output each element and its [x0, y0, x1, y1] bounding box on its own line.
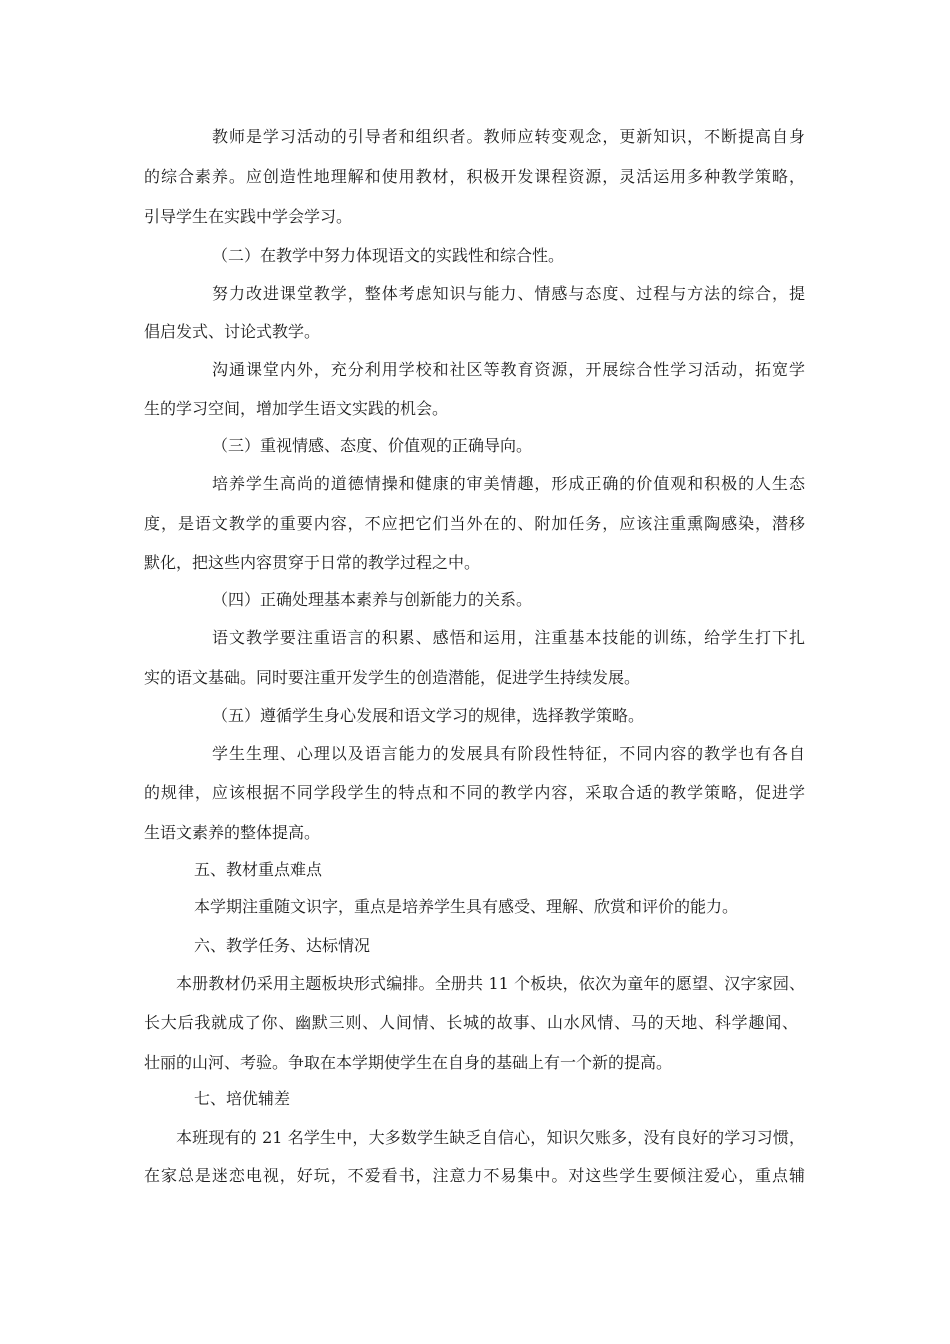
text-line: 引导学生在实践中学会学习。	[144, 207, 353, 226]
text-line: 在家总是迷恋电视，好玩，不爱看书，注意力不易集中。对这些学生要倾注爱心，重点辅	[144, 1166, 805, 1185]
section-heading: （二）在教学中努力体现语文的实践性和综合性。	[212, 246, 565, 265]
text-line: 实的语文基础。同时要注重开发学生的创造潜能，促进学生持续发展。	[144, 668, 641, 687]
text-line: 的规律，应该根据不同学段学生的特点和不同的教学内容，采取合适的教学策略，促进学	[144, 783, 805, 802]
text-line: 默化，把这些内容贯穿于日常的教学过程之中。	[144, 553, 481, 572]
text-line: 教师是学习活动的引导者和组织者。教师应转变观念，更新知识，不断提高自身	[212, 127, 805, 146]
section-heading: （三）重视情感、态度、价值观的正确导向。	[212, 436, 533, 455]
text-line: 本学期注重随文识字，重点是培养学生具有感受、理解、欣赏和评价的能力。	[194, 897, 739, 916]
text-line: 度，是语文教学的重要内容，不应把它们当外在的、附加任务，应该注重熏陶感染，潜移	[144, 514, 805, 533]
text-line: 本班现有的 21 名学生中，大多数学生缺乏自信心，知识欠账多，没有良好的学习习惯，	[176, 1128, 805, 1147]
text-line: 沟通课堂内外，充分利用学校和社区等教育资源，开展综合性学习活动，拓宽学	[212, 360, 805, 379]
section-heading: （五）遵循学生身心发展和语文学习的规律，选择教学策略。	[212, 706, 645, 725]
text-line: 学生生理、心理以及语言能力的发展具有阶段性特征，不同内容的教学也有各自	[212, 744, 805, 763]
text-line: 本册教材仍采用主题板块形式编排。全册共 11 个板块，依次为童年的愿望、汉字家园、	[176, 974, 805, 993]
text-line: 倡启发式、讨论式教学。	[144, 322, 321, 341]
section-heading: 五、教材重点难点	[194, 860, 323, 879]
text-line: 培养学生高尚的道德情操和健康的审美情趣，形成正确的价值观和积极的人生态	[212, 474, 805, 493]
section-heading: 七、培优辅差	[194, 1089, 291, 1108]
text-line: 生语文素养的整体提高。	[144, 823, 321, 842]
text-line: 生的学习空间，增加学生语文实践的机会。	[144, 399, 449, 418]
text-line: 壮丽的山河、考验。争取在本学期使学生在自身的基础上有一个新的提高。	[144, 1053, 673, 1072]
text-line: 语文教学要注重语言的积累、感悟和运用，注重基本技能的训练，给学生打下扎	[212, 628, 805, 647]
section-heading: （四）正确处理基本素养与创新能力的关系。	[212, 590, 533, 609]
text-line: 努力改进课堂教学，整体考虑知识与能力、情感与态度、过程与方法的综合，提	[212, 284, 805, 303]
section-heading: 六、教学任务、达标情况	[194, 936, 371, 955]
text-line: 长大后我就成了你、幽默三则、人间情、长城的故事、山水风情、马的天地、科学趣闻、	[144, 1013, 798, 1032]
text-line: 的综合素养。应创造性地理解和使用教材，积极开发课程资源，灵活运用多种教学策略，	[144, 167, 805, 186]
